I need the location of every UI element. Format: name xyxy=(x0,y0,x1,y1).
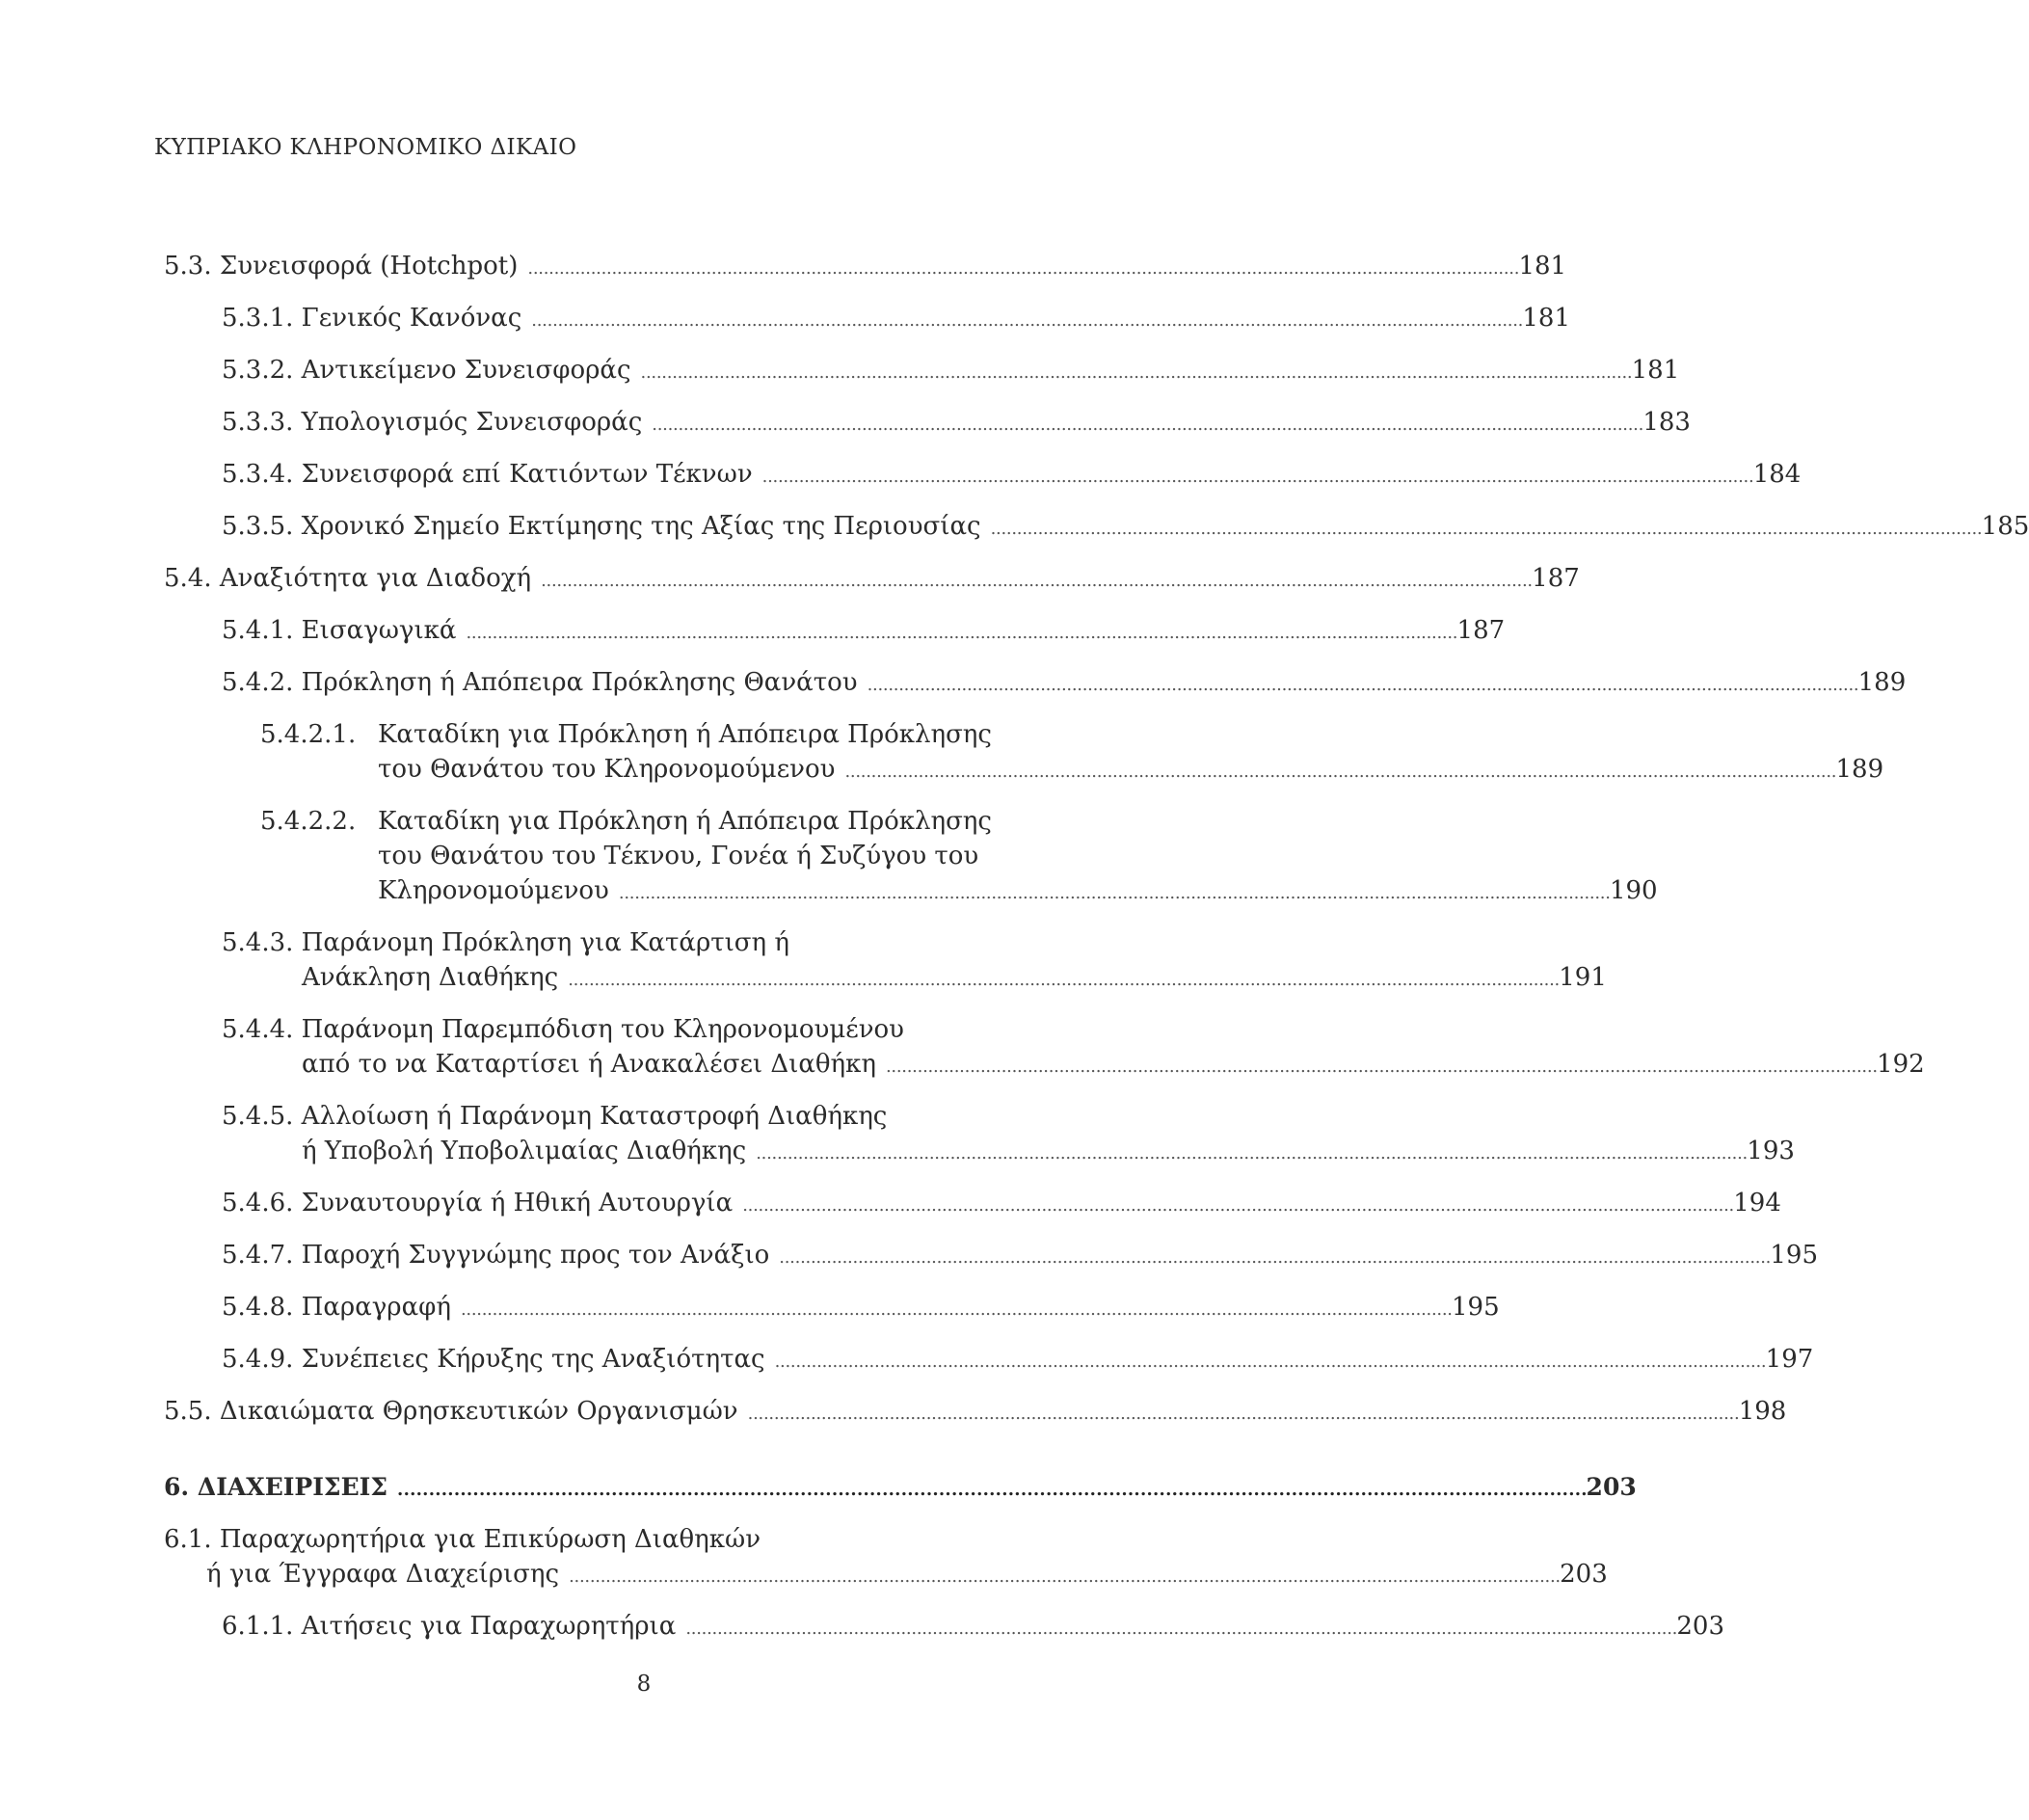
toc-label-line-3: Κληρονομούμενου xyxy=(378,876,609,905)
toc-entry-5-4-5[interactable] xyxy=(164,1099,1795,1171)
toc-page: 187 xyxy=(1456,616,1506,645)
toc-page: 181 xyxy=(1518,252,1567,281)
toc-label: 5.3.4. Συνεισφορά επί Κατιόντων Τέκνων xyxy=(222,460,753,489)
toc-entry-5-4[interactable] xyxy=(164,561,1580,599)
toc-entry-5-3-1[interactable] xyxy=(164,301,1571,338)
toc-label: 5.4.9. Συνέπειες Κήρυξης της Αναξιότητας xyxy=(222,1345,765,1374)
toc-label: 5.4.6. Συναυτουργία ή Ηθική Αυτουργία xyxy=(222,1189,734,1218)
toc-page: 192 xyxy=(1877,1050,1925,1079)
toc-page: 194 xyxy=(1733,1189,1781,1218)
leader-dots xyxy=(742,1186,1731,1223)
toc-page: 183 xyxy=(1642,408,1691,437)
toc-chapter-label: 6. ΔΙΑΧΕΙΡΙΣΕΙΣ xyxy=(164,1473,388,1501)
toc-page: 198 xyxy=(1738,1397,1787,1426)
toc-label: 5.4. Αναξιότητα για Διαδοχή xyxy=(164,564,532,593)
toc-entry-5-5[interactable] xyxy=(164,1394,1787,1432)
toc-label-line-1: 5.4.5. Αλλοίωση ή Παράνομη Καταστροφή Διαθήκης xyxy=(222,1102,888,1131)
toc-label-line-1: Καταδίκη για Πρόκληση ή Απόπειρα Πρόκλησης xyxy=(378,720,992,749)
toc-entry-chapter-6[interactable] xyxy=(164,1470,1637,1508)
toc-page: 189 xyxy=(1857,668,1907,697)
toc-label-line-2: ή για Έγγραφα Διαχείρισης xyxy=(206,1560,560,1589)
toc-label: 5.4.1. Εισαγωγικά xyxy=(222,616,457,645)
toc-entry-5-3-4[interactable] xyxy=(164,457,1802,495)
leader-dots xyxy=(527,249,1516,286)
leader-dots xyxy=(569,1557,1558,1594)
toc-label: 5.3. Συνεισφορά (Hotchpot) xyxy=(164,252,519,281)
toc-label-line-2: του Θανάτου του Κληρονομούμενου xyxy=(378,755,836,784)
toc-label: 5.3.2. Αντικείμενο Συνεισφοράς xyxy=(222,356,631,385)
toc-page: 191 xyxy=(1559,963,1607,992)
leader-dots xyxy=(641,353,1630,390)
toc-page: 195 xyxy=(1770,1241,1819,1270)
leader-dots xyxy=(779,1238,1768,1275)
toc-label: 5.4.8. Παραγραφή xyxy=(222,1293,451,1322)
leader-dots xyxy=(756,1134,1745,1171)
toc-entry-5-4-3[interactable] xyxy=(164,925,1607,998)
toc-label-line-2: του Θανάτου του Τέκνου, Γονέα ή Συζύγου του xyxy=(378,842,979,870)
leader-dots xyxy=(541,561,1530,599)
toc-label-line-2: ή Υποβολή Υποβολιμαίας Διαθήκης xyxy=(302,1137,747,1165)
toc-label-line-1: 5.4.3. Παράνομη Πρόκληση για Κατάρτιση ή xyxy=(222,928,789,957)
leader-dots xyxy=(886,1047,1875,1084)
toc-label: 5.3.5. Χρονικό Σημείο Εκτίμησης της Αξίας της Περιουσίας xyxy=(222,512,981,541)
toc-page: 203 xyxy=(1560,1560,1608,1589)
toc-entry-6-1[interactable] xyxy=(164,1522,1608,1594)
toc-label-line-1: 5.4.4. Παράνομη Παρεμπόδιση του Κληρονομουμένου xyxy=(222,1015,904,1044)
toc-page: 203 xyxy=(1676,1612,1725,1641)
leader-dots xyxy=(748,1394,1737,1432)
toc-page: 187 xyxy=(1532,564,1580,593)
toc-label: 5.3.1. Γενικός Κανόνας xyxy=(222,304,522,333)
leader-dots xyxy=(991,509,1980,547)
toc-label: 5.4.2. Πρόκληση ή Απόπειρα Πρόκλησης Θανάτου xyxy=(222,668,858,697)
toc-page: 203 xyxy=(1586,1473,1637,1501)
toc-number: 5.4.2.2. xyxy=(260,807,357,836)
toc-page: 197 xyxy=(1765,1345,1814,1374)
toc-label: 5.3.3. Υπολογισμός Συνεισφοράς xyxy=(222,408,643,437)
leader-dots xyxy=(531,301,1520,338)
leader-dots xyxy=(844,752,1833,790)
leader-dots xyxy=(461,1290,1450,1327)
toc-entry-5-3-5[interactable] xyxy=(164,509,2029,547)
leader-dots xyxy=(868,665,1856,703)
toc-entry-5-4-2-2[interactable] xyxy=(164,804,1658,911)
leader-dots xyxy=(568,960,1557,998)
toc-label: 6.1.1. Αιτήσεις για Παραχωρητήρια xyxy=(222,1612,677,1641)
toc-entry-5-3-3[interactable] xyxy=(164,405,1691,442)
toc-entry-5-3-2[interactable] xyxy=(164,353,1680,390)
toc-page: 193 xyxy=(1747,1137,1795,1165)
toc-page: 181 xyxy=(1631,356,1680,385)
page-number: 8 xyxy=(636,1672,652,1697)
toc-page: 195 xyxy=(1452,1293,1500,1322)
toc-entry-5-4-2-1[interactable] xyxy=(164,717,1884,790)
toc-entry-5-4-9[interactable] xyxy=(164,1342,1814,1379)
toc-entry-5-3[interactable] xyxy=(164,249,1567,286)
table-of-contents xyxy=(164,249,2029,1661)
toc-label-line-1: 6.1. Παραχωρητήρια για Επικύρωση Διαθηκών xyxy=(164,1525,761,1554)
toc-number: 5.4.2.1. xyxy=(260,720,357,749)
toc-label: 5.4.7. Παροχή Συγγνώμης προς τον Ανάξιο xyxy=(222,1241,770,1270)
toc-page: 190 xyxy=(1609,876,1658,905)
toc-entry-5-4-8[interactable] xyxy=(164,1290,1500,1327)
leader-dots xyxy=(466,613,1455,651)
leader-dots xyxy=(685,1609,1674,1646)
running-head: ΚΥΠΡΙΑΚΟ ΚΛΗΡΟΝΟΜΙΚΟ ΔΙΚΑΙΟ xyxy=(154,135,577,160)
leader-dots xyxy=(397,1470,1585,1508)
toc-page: 184 xyxy=(1752,460,1802,489)
toc-page: 189 xyxy=(1835,755,1884,784)
toc-entry-5-4-2[interactable] xyxy=(164,665,1907,703)
toc-entry-5-4-7[interactable] xyxy=(164,1238,1819,1275)
toc-label-line-1: Καταδίκη για Πρόκληση ή Απόπειρα Πρόκλησης xyxy=(378,807,992,836)
toc-label-line-2: Ανάκληση Διαθήκης xyxy=(302,963,559,992)
toc-label: 5.5. Δικαιώματα Θρησκευτικών Οργανισμών xyxy=(164,1397,738,1426)
toc-entry-6-1-1[interactable] xyxy=(164,1609,1725,1646)
leader-dots xyxy=(775,1342,1764,1379)
toc-page: 185 xyxy=(1981,512,2029,541)
leader-dots xyxy=(762,457,1751,495)
toc-entry-5-4-1[interactable] xyxy=(164,613,1506,651)
toc-entry-5-4-6[interactable] xyxy=(164,1186,1781,1223)
toc-label-line-2: από το να Καταρτίσει ή Ανακαλέσει Διαθήκη xyxy=(302,1050,876,1079)
leader-dots xyxy=(652,405,1641,442)
leader-dots xyxy=(619,873,1608,911)
toc-page: 181 xyxy=(1522,304,1571,333)
toc-entry-5-4-4[interactable] xyxy=(164,1012,1925,1084)
